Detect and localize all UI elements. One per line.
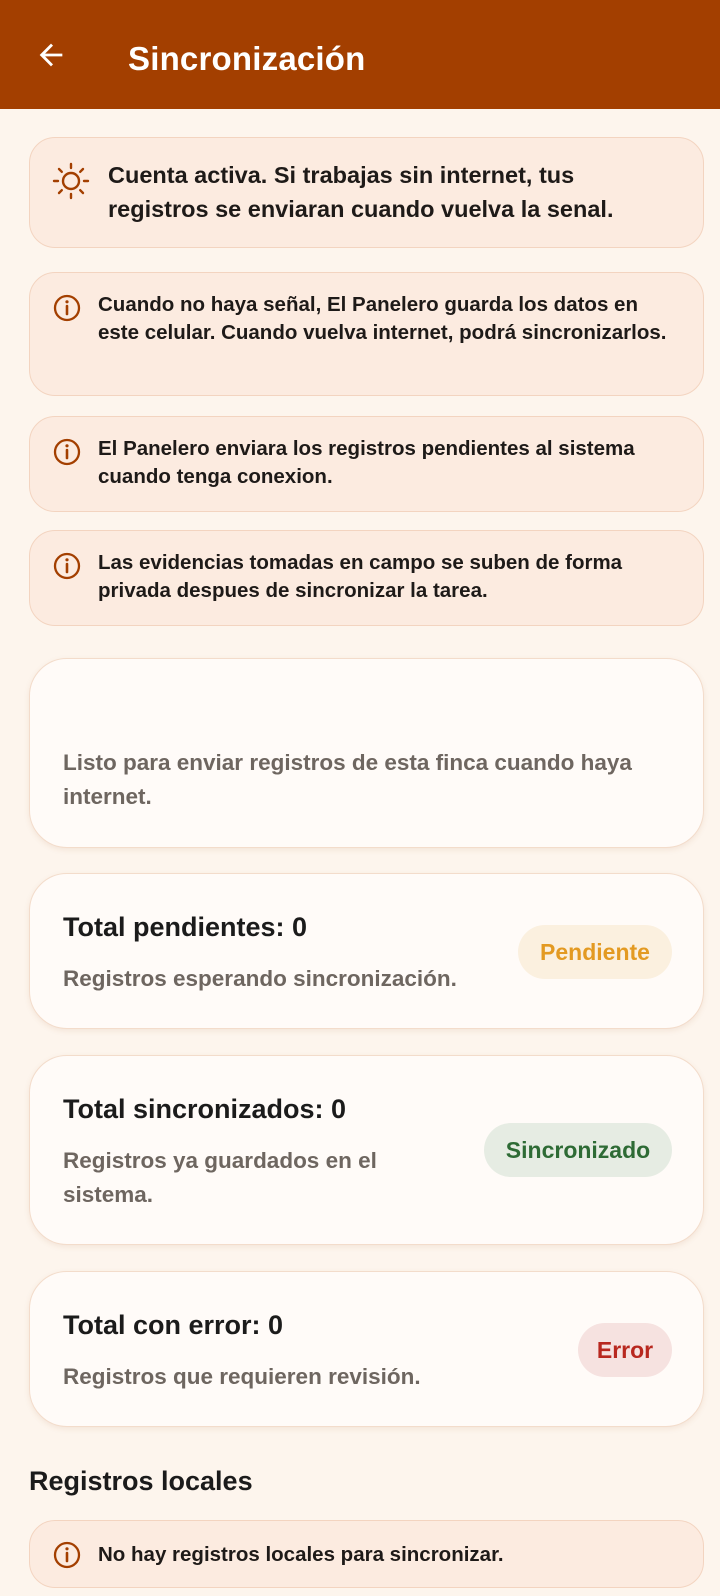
- sync-ready-card: [29, 658, 704, 848]
- local-records-empty-notice: [29, 1520, 704, 1588]
- sync-ready-text: Listo para enviar registros de esta finca cuando haya internet.: [63, 750, 632, 809]
- notice-text: Cuando no haya señal, El Panelero guarda los datos en este celular. Cuando vuelva internet, podrá sincronizarlos.: [98, 293, 667, 344]
- pending-total-card: [29, 873, 704, 1029]
- app-bar: [0, 0, 720, 109]
- local-records-heading: Registros locales: [29, 1466, 253, 1496]
- synced-status-badge: Sincronizado: [484, 1123, 672, 1177]
- info-icon: [53, 294, 81, 322]
- pending-total-title: Total pendientes: 0: [63, 912, 308, 942]
- local-records-empty-text: No hay registros locales para sincronizar.: [98, 1543, 504, 1566]
- pending-send-notice: [29, 416, 704, 512]
- synced-total-card: [29, 1055, 704, 1245]
- error-status-badge: Error: [578, 1323, 672, 1377]
- account-status-banner: [29, 137, 704, 248]
- info-icon: [53, 1541, 81, 1569]
- evidence-upload-notice: [29, 530, 704, 626]
- pending-status-badge: Pendiente: [518, 925, 672, 979]
- info-icon: [53, 552, 81, 580]
- notice-text: El Panelero enviara los registros pendientes al sistema cuando tenga conexion.: [98, 437, 635, 488]
- offline-storage-notice: [29, 272, 704, 396]
- error-total-title: Total con error: 0: [63, 1310, 284, 1340]
- error-total-card: [29, 1271, 704, 1427]
- info-icon: [53, 438, 81, 466]
- page-title: Sincronización: [128, 40, 366, 77]
- pending-total-description: Registros esperando sincronización.: [63, 966, 457, 991]
- sun-icon: [52, 162, 90, 200]
- synced-total-title: Total sincronizados: 0: [63, 1094, 347, 1124]
- account-status-text: Cuenta activa. Si trabajas sin internet, tus registros se enviaran cuando vuelva la senal.: [108, 162, 614, 222]
- synced-total-description: Registros ya guardados en el sistema.: [63, 1148, 377, 1207]
- error-total-description: Registros que requieren revisión.: [63, 1364, 421, 1389]
- arrow-left-icon: [34, 38, 68, 72]
- notice-text: Las evidencias tomadas en campo se suben de forma privada despues de sincronizar la tarea.: [98, 551, 623, 602]
- back-button[interactable]: [28, 32, 74, 78]
